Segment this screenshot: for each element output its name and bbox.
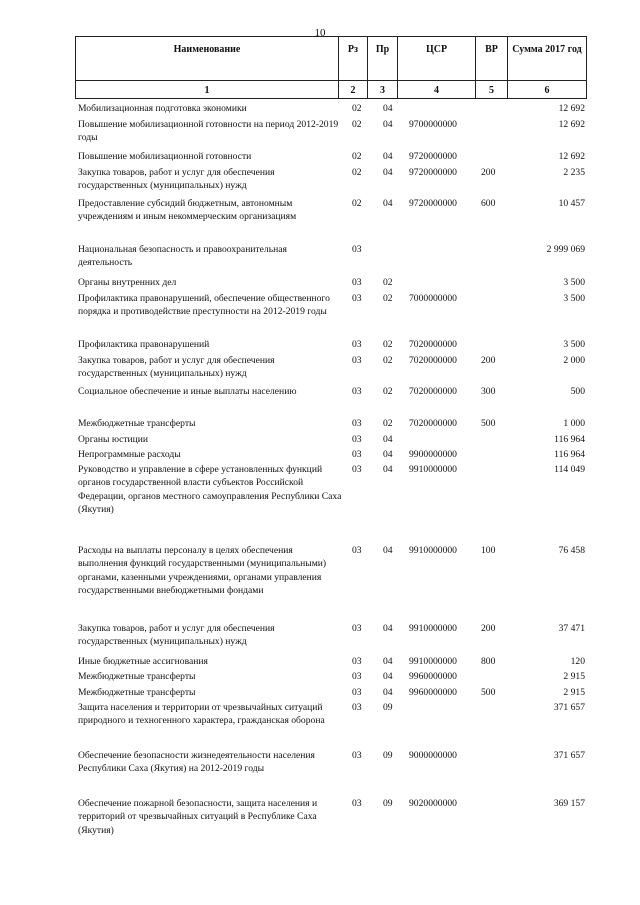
cell-csr: 9720000000 [409, 151, 457, 162]
cell-csr: 7020000000 [409, 339, 457, 350]
cell-name: Межбюджетные трансферты [78, 671, 196, 682]
cell-csr: 9000000000 [409, 750, 457, 761]
cell-name: Повышение мобилизационной готовности на период 2012-2019 годы [78, 119, 339, 144]
cell-pr: 02 [383, 386, 393, 397]
cell-csr: 9700000000 [409, 119, 457, 130]
cell-rz: 03 [352, 449, 362, 460]
cell-name: Иные бюджетные ассигнования [78, 656, 208, 667]
cell-pr: 04 [383, 151, 393, 162]
cell-sum: 500 [570, 386, 585, 397]
cell-csr: 7000000000 [409, 293, 457, 304]
cell-rz: 03 [352, 434, 362, 445]
cell-sum: 37 471 [558, 623, 585, 634]
cell-csr: 7020000000 [409, 418, 457, 429]
cell-sum: 116 964 [554, 449, 585, 460]
cell-pr: 02 [383, 355, 393, 366]
cell-rz: 03 [352, 418, 362, 429]
cell-vr: 200 [481, 623, 496, 634]
cell-name: Закупка товаров, работ и услуг для обеспечения государственных (муниципальных) нужд [78, 355, 275, 380]
cell-sum: 116 964 [554, 434, 585, 445]
cell-pr: 02 [383, 418, 393, 429]
header-number-5: 5 [489, 85, 494, 96]
cell-pr: 04 [383, 671, 393, 682]
cell-sum: 12 692 [558, 119, 585, 130]
cell-name: Расходы на выплаты персоналу в целях обеспечения выполнения функций государственными (муниципальными) органами, казенными учреждениями, органами управления государственными внебюджетными фондами [78, 545, 327, 597]
cell-rz: 03 [352, 386, 362, 397]
cell-csr: 7020000000 [409, 355, 457, 366]
cell-sum: 120 [570, 656, 585, 667]
cell-vr: 200 [481, 167, 496, 178]
cell-pr: 04 [383, 545, 393, 556]
cell-pr: 02 [383, 339, 393, 350]
cell-pr: 04 [383, 687, 393, 698]
cell-rz: 02 [352, 103, 362, 114]
cell-pr: 02 [383, 293, 393, 304]
cell-rz: 03 [352, 687, 362, 698]
cell-sum: 12 692 [558, 103, 585, 114]
header-sum-cell [508, 37, 587, 99]
cell-sum: 12 692 [558, 151, 585, 162]
cell-pr: 04 [383, 464, 393, 475]
cell-csr: 9720000000 [409, 198, 457, 209]
cell-rz: 03 [352, 656, 362, 667]
cell-csr: 9720000000 [409, 167, 457, 178]
cell-name: Национальная безопасность и правоохранительная деятельность [78, 244, 287, 269]
cell-vr: 500 [481, 687, 496, 698]
cell-rz: 03 [352, 671, 362, 682]
page-number: 10 [314, 27, 326, 39]
cell-pr: 09 [383, 798, 393, 809]
header-csr-cell [398, 37, 476, 99]
header-number-6: 6 [544, 85, 550, 96]
header-pr-cell [368, 37, 398, 99]
cell-sum: 3 500 [563, 277, 585, 288]
cell-pr: 04 [383, 103, 393, 114]
header-vr: ВР [485, 44, 498, 55]
cell-name: Органы внутренних дел [78, 277, 177, 288]
cell-sum: 2 000 [563, 355, 585, 366]
cell-sum: 371 657 [553, 750, 585, 761]
header-sum: Сумма 2017 год [512, 44, 582, 55]
cell-name: Обеспечение безопасности жизнедеятельности населения Республики Саха (Якутия) на 2012-2019 годы [78, 750, 315, 775]
cell-rz: 03 [352, 277, 362, 288]
cell-vr: 300 [481, 386, 496, 397]
cell-pr: 09 [383, 702, 393, 713]
cell-name: Защита населения и территории от чрезвычайных ситуаций природного и техногенного характера, гражданская оборона [78, 702, 325, 727]
cell-pr: 04 [383, 623, 393, 634]
cell-name: Непрограммные расходы [78, 449, 181, 460]
header-number-4: 4 [434, 85, 439, 96]
cell-rz: 02 [352, 119, 362, 130]
cell-name: Профилактика правонарушений [78, 339, 210, 350]
cell-sum: 2 999 069 [546, 244, 585, 255]
cell-sum: 2 915 [563, 687, 585, 698]
cell-rz: 03 [352, 545, 362, 556]
cell-sum: 10 457 [558, 198, 585, 209]
cell-sum: 369 157 [553, 798, 585, 809]
cell-rz: 03 [352, 244, 362, 255]
cell-name: Профилактика правонарушений, обеспечение общественного порядка и противодействие преступности на 2012-2019 годы [78, 293, 330, 318]
cell-csr: 9960000000 [409, 671, 457, 682]
cell-vr: 500 [481, 418, 496, 429]
cell-csr: 7020000000 [409, 386, 457, 397]
header-vr-cell [476, 37, 508, 99]
cell-rz: 03 [352, 623, 362, 634]
cell-name: Органы юстиции [78, 434, 149, 445]
cell-pr: 02 [383, 277, 393, 288]
cell-sum: 371 657 [553, 702, 585, 713]
header-divider [75, 80, 587, 81]
cell-name: Обеспечение пожарной безопасности, защита населения и территорий от чрезвычайных ситуаций в Республике Саха (Якутия) [78, 798, 318, 836]
cell-sum: 114 049 [554, 464, 585, 475]
header-name-cell [75, 37, 339, 99]
cell-sum: 2 235 [563, 167, 585, 178]
cell-pr: 04 [383, 656, 393, 667]
cell-pr: 04 [383, 167, 393, 178]
header-pr: Пр [375, 44, 390, 55]
cell-pr: 04 [383, 449, 393, 460]
cell-csr: 9900000000 [409, 449, 457, 460]
cell-csr: 9910000000 [409, 464, 457, 475]
header-rz-cell [339, 37, 368, 99]
cell-rz: 03 [352, 464, 362, 475]
cell-vr: 200 [481, 355, 496, 366]
cell-sum: 3 500 [563, 339, 585, 350]
header-number-1: 1 [204, 85, 210, 96]
header-bottom-rule [75, 98, 587, 99]
table-header [75, 36, 587, 99]
cell-csr: 9960000000 [409, 687, 457, 698]
header-number-3: 3 [380, 85, 385, 96]
cell-rz: 03 [352, 355, 362, 366]
cell-csr: 9910000000 [409, 545, 457, 556]
cell-rz: 03 [352, 750, 362, 761]
cell-pr: 04 [383, 198, 393, 209]
cell-name: Повышение мобилизационной готовности [78, 151, 252, 162]
cell-pr: 09 [383, 750, 393, 761]
header-rz: Рз [347, 44, 359, 55]
cell-name: Социальное обеспечение и иные выплаты населению [78, 386, 297, 397]
cell-sum: 2 915 [563, 671, 585, 682]
cell-name: Мобилизационная подготовка экономики [78, 103, 247, 114]
cell-name: Предоставление субсидий бюджетным, автономным учреждениям и иным некоммерческим организациям [78, 198, 297, 223]
cell-rz: 02 [352, 198, 362, 209]
cell-name: Закупка товаров, работ и услуг для обеспечения государственных (муниципальных) нужд [78, 623, 275, 648]
cell-rz: 03 [352, 339, 362, 350]
header-csr: ЦСР [425, 44, 448, 55]
cell-pr: 04 [383, 434, 393, 445]
cell-sum: 76 458 [558, 545, 585, 556]
cell-name: Межбюджетные трансферты [78, 687, 196, 698]
cell-rz: 03 [352, 293, 362, 304]
header-name: Наименование [173, 44, 241, 55]
cell-name: Закупка товаров, работ и услуг для обеспечения государственных (муниципальных) нужд [78, 167, 275, 192]
cell-vr: 600 [481, 198, 496, 209]
cell-name: Межбюджетные трансферты [78, 418, 196, 429]
cell-sum: 3 500 [563, 293, 585, 304]
header-number-2: 2 [350, 85, 356, 96]
cell-vr: 100 [481, 545, 496, 556]
cell-rz: 02 [352, 167, 362, 178]
cell-csr: 9020000000 [409, 798, 457, 809]
cell-name: Руководство и управление в сфере установленных функций органов государственной власти субъектов Российской Федерации, органов местного самоуправления Республики Саха (Якутия) [78, 464, 342, 516]
cell-sum: 1 000 [563, 418, 585, 429]
cell-vr: 800 [481, 656, 496, 667]
cell-rz: 03 [352, 702, 362, 713]
cell-rz: 03 [352, 798, 362, 809]
cell-csr: 9910000000 [409, 656, 457, 667]
cell-csr: 9910000000 [409, 623, 457, 634]
cell-pr: 04 [383, 119, 393, 130]
cell-rz: 02 [352, 151, 362, 162]
